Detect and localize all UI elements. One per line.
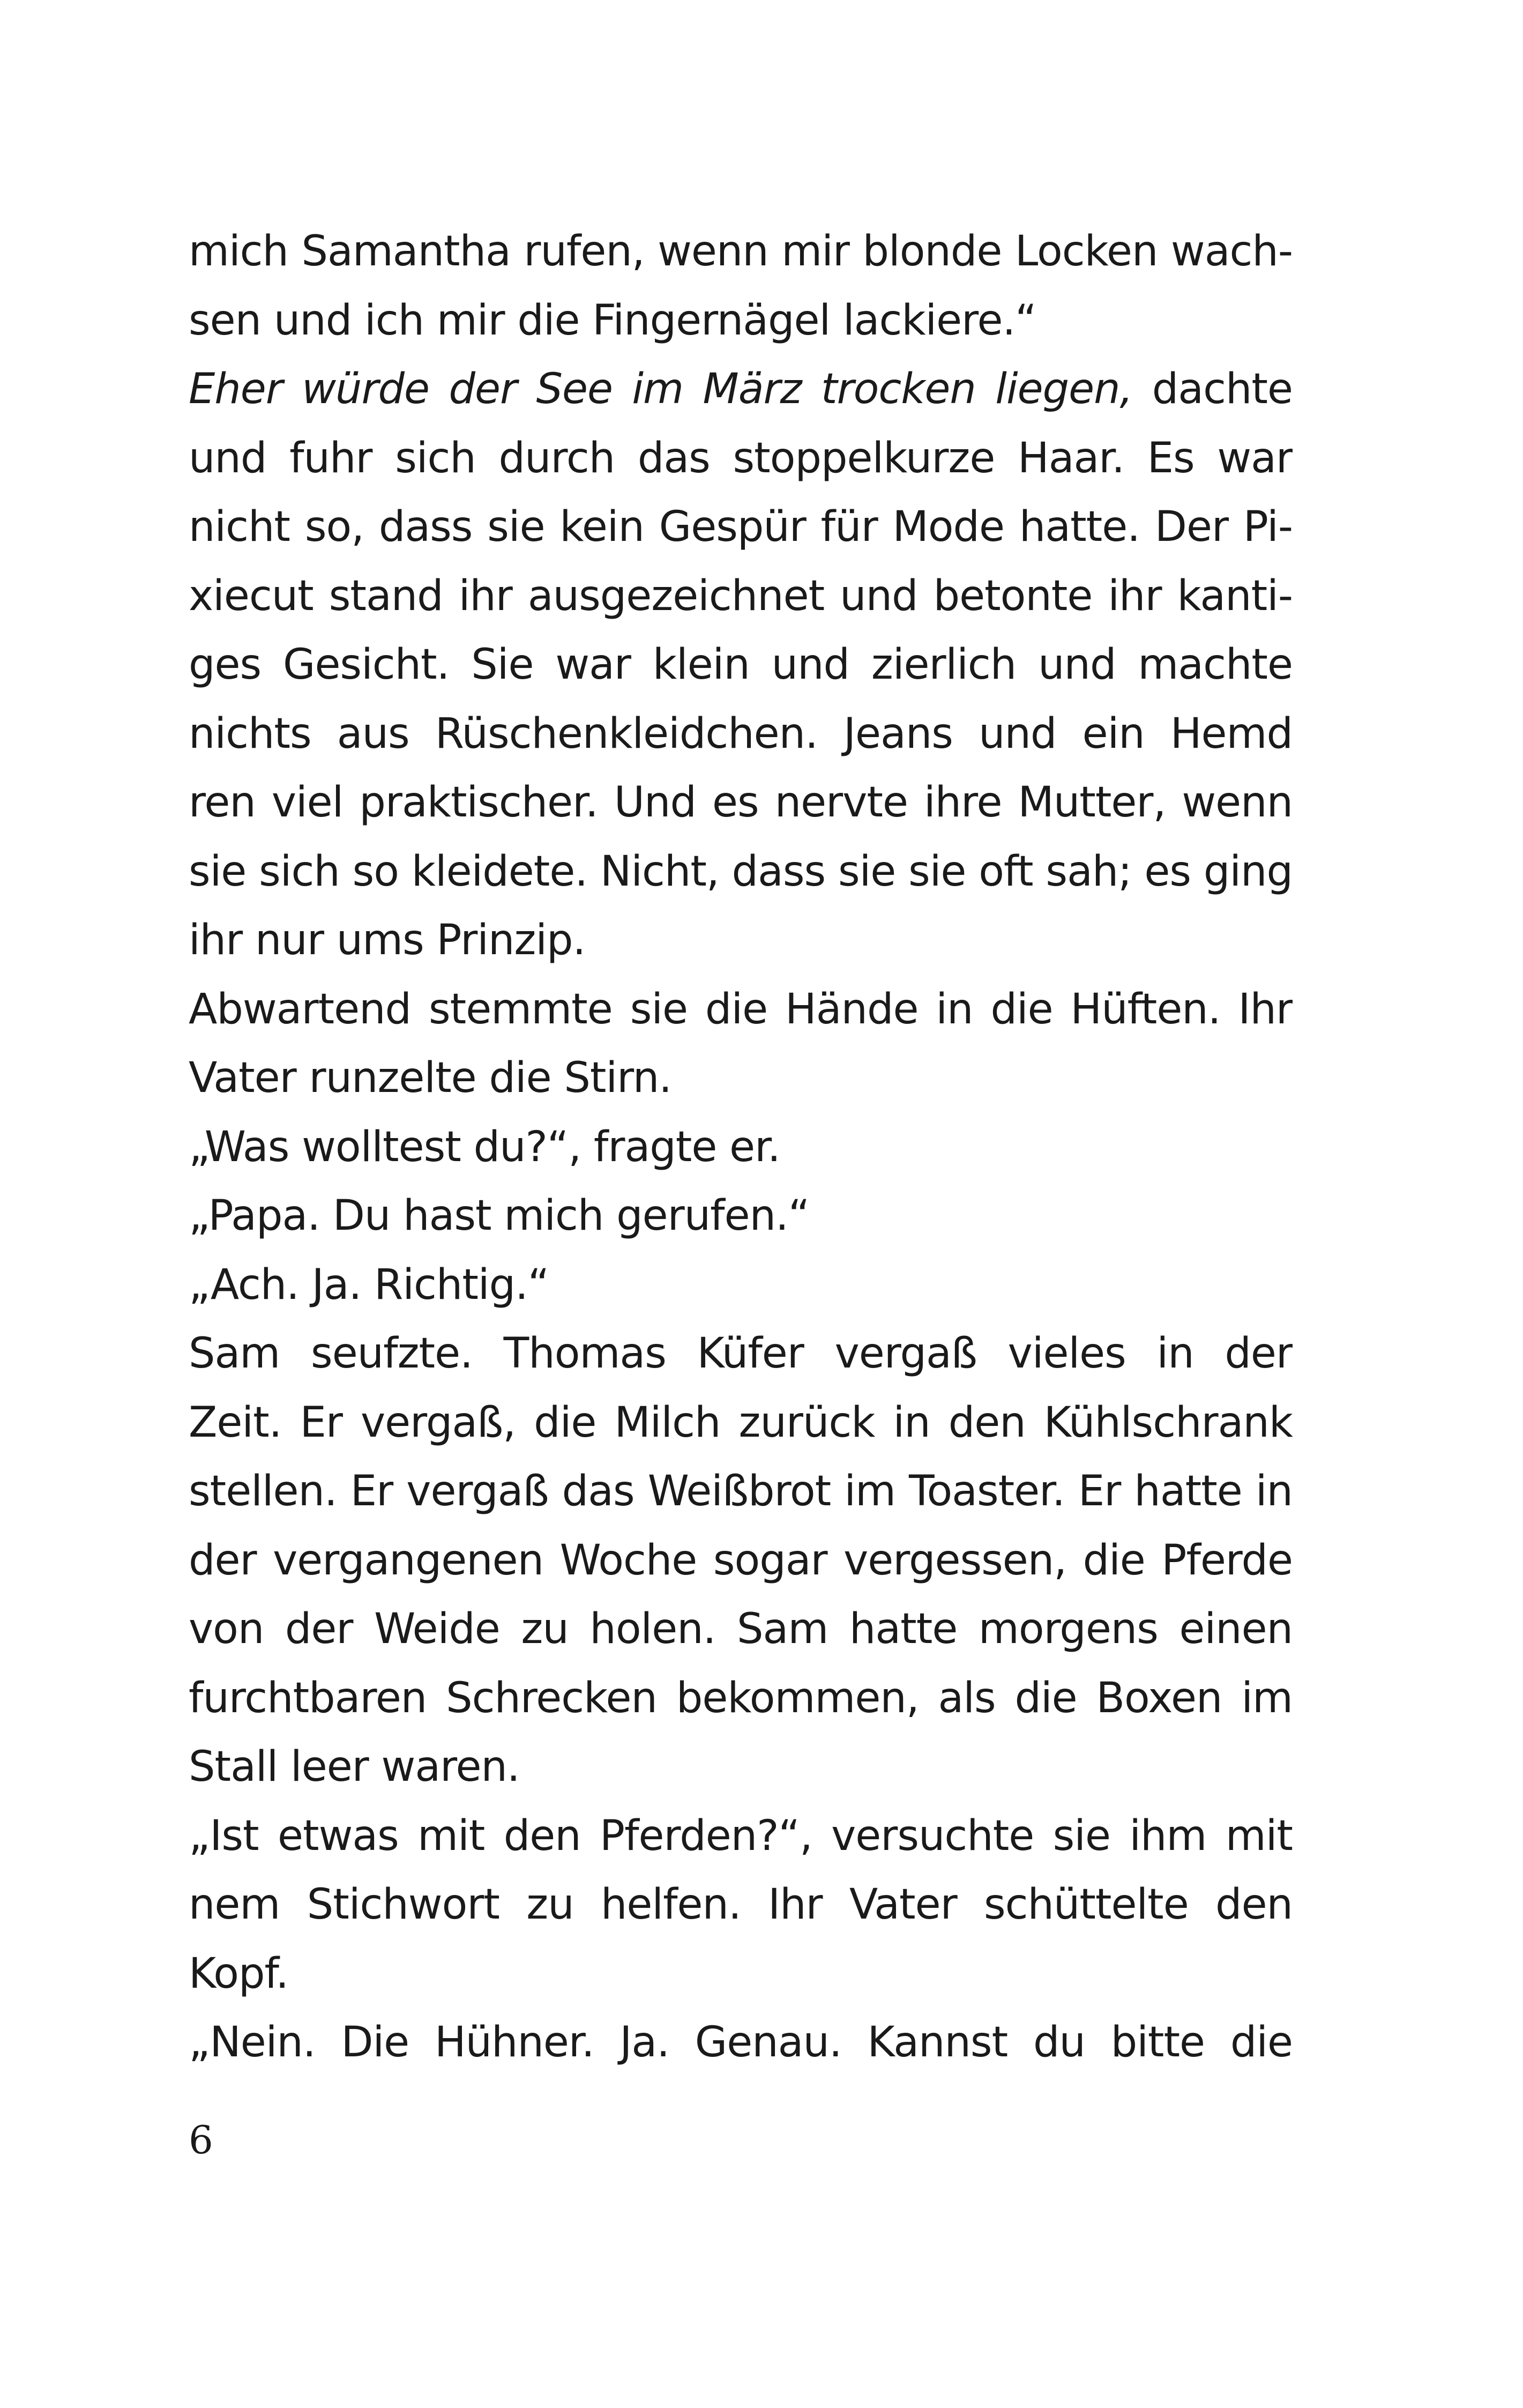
text-line [189,1939,1293,2009]
text-line [189,1526,1293,1595]
text-line [189,975,1293,1044]
line-text: Sam seufzte. Thomas Küfer vergaß vieles in der [189,1329,1293,1378]
line-text: mich Samantha rufen, wenn mir blonde Locken wach- [189,227,1293,276]
line-text: sie sich so kleidete. Nicht, dass sie sie oft sah; es ging [189,847,1293,896]
line-text: „Nein. Die Hühner. Ja. Genau. Kannst du bitte die [189,2018,1293,2067]
line-text: furchtbaren Schrecken bekommen, als die Boxen im [189,1674,1293,1722]
text-line [189,286,1293,355]
italic-phrase: Eher würde der See im März trocken liegen, [189,365,1133,413]
line-text: stellen. Er vergaß das Weißbrot im Toaster. Er hatte in [189,1467,1293,1515]
page-number: 6 [189,2117,213,2162]
text-line [189,424,1293,493]
text-line [189,1388,1293,1458]
line-text: ren viel praktischer. Und es nervte ihre Mutter, wenn [189,778,1293,827]
line-text: nem Stichwort zu helfen. Ihr Vater schüttelte den [189,1881,1293,1929]
text-line [189,906,1293,975]
text-line [189,562,1293,631]
text-line [189,1870,1293,1939]
line-text: ihr nur ums Prinzip. [189,916,586,964]
line-text: und fuhr sich durch das stoppelkurze Haar. Es war [189,434,1293,482]
line-text: nichts aus Rüschenkleidchen. Jeans und ein Hemd [189,709,1293,758]
line-text: von der Weide zu holen. Sam hatte morgens einen [189,1605,1293,1653]
text-line [189,1181,1293,1251]
text-line [189,768,1293,837]
line-text: Abwartend stemmte sie die Hände in die Hüften. Ihr [189,985,1293,1034]
text-line [189,1733,1293,1802]
line-text: sen und ich mir die Fingernägel lackiere.“ [189,296,1036,345]
line-text: Stall leer waren. [189,1743,520,1791]
text-line [189,355,1293,424]
body-text [189,217,1293,2077]
line-text: „Ach. Ja. Richtig.“ [189,1260,549,1309]
text-line [189,493,1293,562]
text-line [189,217,1293,286]
line-text: „Papa. Du hast mich gerufen.“ [189,1192,810,1240]
line-text: dachte [1152,365,1293,413]
line-text: Zeit. Er vergaß, die Milch zurück in den Kühlschrank [189,1398,1293,1447]
line-text: nicht so, dass sie kein Gespür für Mode hatte. Der Pi- [189,503,1293,551]
line-text: ges Gesicht. Sie war klein und zierlich und machte [189,641,1293,689]
text-line [189,630,1293,700]
text-line [189,1113,1293,1182]
text-line [189,700,1293,769]
line-text: „Ist etwas mit den Pferden?“, versuchte sie ihm mit [189,1811,1293,1860]
text-line [189,2008,1293,2077]
line-text: „Was wolltest du?“, fragte er. [189,1123,780,1171]
text-line [189,1457,1293,1526]
text-line [189,1595,1293,1664]
line-text: Kopf. [189,1949,289,1998]
text-line [189,1664,1293,1733]
text-line [189,1802,1293,1871]
text-line [189,1319,1293,1388]
line-text: Vater runzelte die Stirn. [189,1054,672,1102]
text-line [189,837,1293,906]
text-line [189,1251,1293,1320]
line-text: xiecut stand ihr ausgezeichnet und betonte ihr kanti- [189,571,1293,620]
text-line [189,1044,1293,1113]
line-text: der vergangenen Woche sogar vergessen, die Pferde [189,1536,1293,1585]
